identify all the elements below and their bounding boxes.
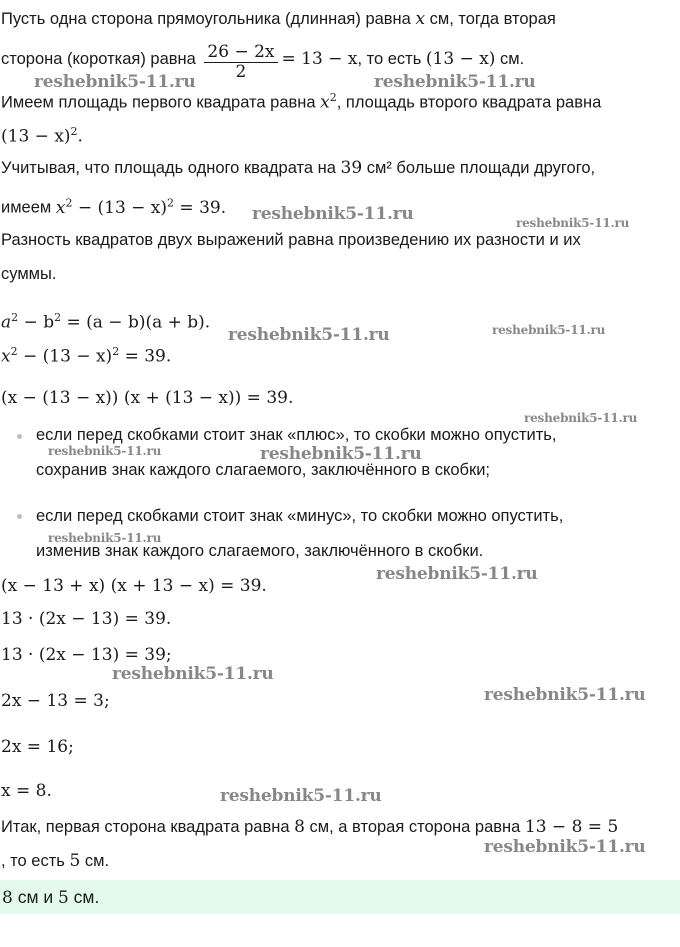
formula-simplified-repeat: 13 · (2x − 13) = 39;	[1, 645, 172, 665]
bullet-plus-rule-line1: если перед скобками стоит знак «плюс», то скобки можно опустить,	[36, 426, 557, 444]
paragraph-difference-of-squares: Разность квадратов двух выражений равна произведению их разности и их	[1, 231, 581, 249]
formula-simplified: 13 · (2x − 13) = 39.	[1, 609, 172, 629]
paragraph-short-side: сторона (короткая) равна $\frac{26 - 2x}{2}$ = 13 − x, то есть (13 − x) см.	[1, 42, 525, 78]
formula-divided: 2x − 13 = 3;	[1, 691, 110, 711]
paragraph-intro: Пусть одна сторона прямоугольника (длинная) равна x см, тогда вторая	[1, 9, 556, 29]
paragraph-areas: Имеем площадь первого квадрата равна $x^2$, площадь второго квадрата равна	[1, 91, 602, 113]
watermark-text: reshebnik5-11.ru	[484, 837, 646, 857]
watermark-text: reshebnik5-11.ru	[252, 204, 414, 224]
bullet-dot	[17, 434, 22, 439]
conclusion-line1: Итак, первая сторона квадрата равна 8 см, а вторая сторона равна 13 − 8 = 5	[1, 817, 619, 837]
formula-x-value: x = 8.	[1, 781, 52, 801]
watermark-text: reshebnik5-11.ru	[112, 664, 274, 684]
bullet-plus-rule-line2: сохранив знак каждого слагаемого, заключённого в скобки;	[36, 461, 490, 479]
watermark-text: reshebnik5-11.ru	[48, 444, 162, 458]
formula-two-x: 2x = 16;	[1, 737, 74, 757]
watermark-text: reshebnik5-11.ru	[492, 323, 606, 337]
watermark-text: reshebnik5-11.ru	[260, 444, 422, 464]
bullet-minus-rule-line1: если перед скобками стоит знак «минус», то скобки можно опустить,	[36, 507, 564, 525]
formula-factored: (x − (13 − x)) (x + (13 − x)) = 39.	[1, 388, 294, 408]
paragraph-condition: Учитывая, что площадь одного квадрата на 39 см² больше площади другого,	[1, 158, 596, 178]
bullet-minus-rule-line2: изменив знак каждого слагаемого, заключённого в скобки.	[36, 542, 484, 560]
conclusion-line2: , то есть 5 см.	[1, 851, 110, 871]
watermark-text: reshebnik5-11.ru	[220, 786, 382, 806]
math-variable: x	[415, 9, 426, 29]
bullet-dot	[17, 514, 22, 519]
formula-equation: $x^2 - (13 - x)^2 = 39$.	[1, 345, 172, 367]
watermark-text: reshebnik5-11.ru	[48, 531, 162, 545]
formula-second-area: $(13 - x)^2$.	[1, 125, 83, 147]
watermark-text: reshebnik5-11.ru	[524, 411, 638, 425]
watermark-text: reshebnik5-11.ru	[34, 72, 196, 92]
watermark-text: reshebnik5-11.ru	[484, 685, 646, 705]
watermark-text: reshebnik5-11.ru	[228, 325, 390, 345]
watermark-text: reshebnik5-11.ru	[376, 564, 538, 584]
watermark-text: reshebnik5-11.ru	[516, 216, 630, 230]
answer-box	[0, 880, 680, 914]
answer-text: 8 см и 5 см.	[2, 887, 100, 908]
formula-expanded: (x − 13 + x) (x + 13 − x) = 39.	[1, 576, 267, 596]
formula-identity: $a^2 - b^2 = (a - b)(a + b)$.	[1, 311, 211, 333]
paragraph-sums: суммы.	[1, 265, 57, 283]
paragraph-equation: имеем $x^2 - (13 - x)^2 = 39$.	[1, 196, 227, 218]
watermark-text: reshebnik5-11.ru	[374, 72, 536, 92]
math-fraction: $\frac{26 - 2x}{2}$	[204, 42, 277, 77]
